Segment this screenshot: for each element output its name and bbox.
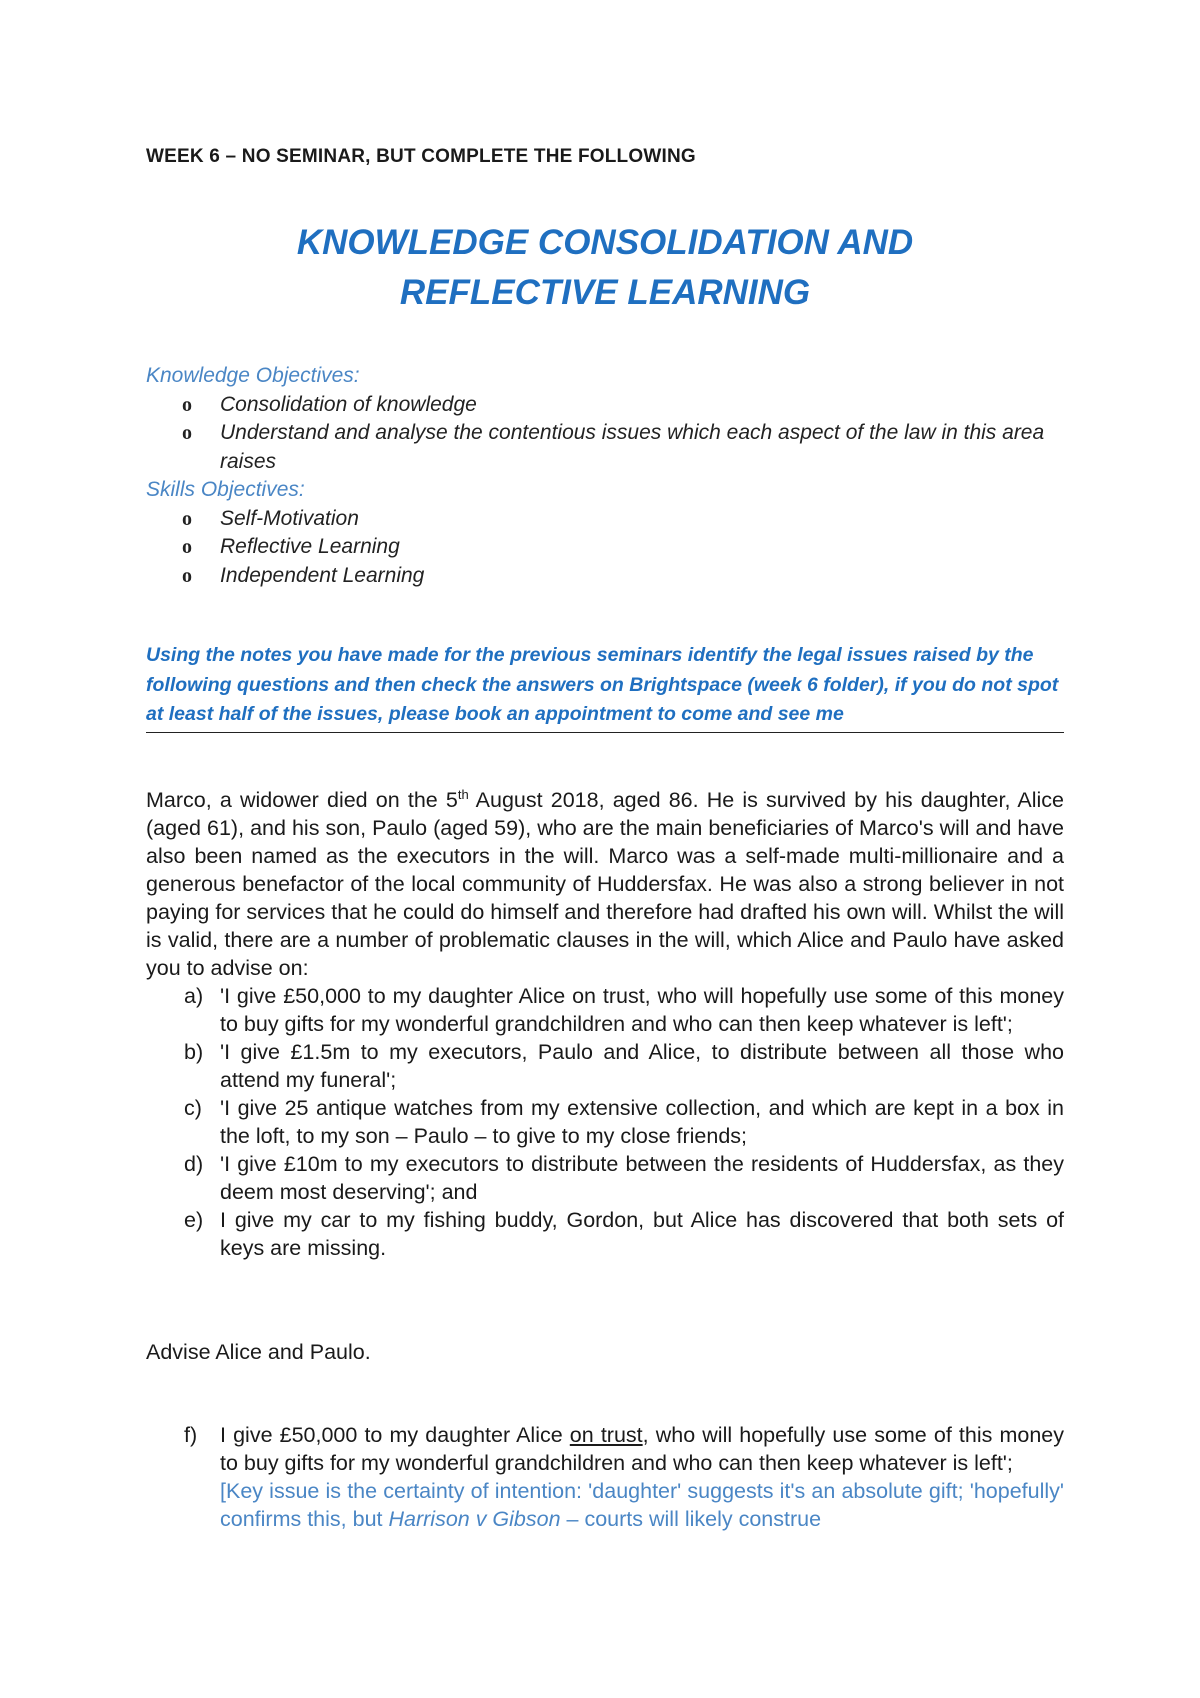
list-item: o Reflective Learning: [146, 533, 1064, 562]
instruction-text: Using the notes you have made for the previous seminars identify the legal issues raised by the following questions and then check the answers on Brightspace (week 6 folder), if you do not spot at least half of the issues, please book an appointment to come and see me: [146, 641, 1064, 733]
knowledge-objectives-heading: Knowledge Objectives:: [146, 364, 360, 387]
week-heading: WEEK 6 – NO SEMINAR, BUT COMPLETE THE FOLLOWING: [146, 146, 696, 167]
bullet-icon: o: [182, 564, 192, 587]
clause-item: b) 'I give £1.5m to my executors, Paulo and Alice, to distribute between all those who attend my funeral';: [184, 1040, 1064, 1093]
bullet-icon: o: [182, 507, 192, 530]
answer-item: f) I give £50,000 to my daughter Alice on trust, who will hopefully use some of this money to buy gifts for my wonderful grandchildren and who can then keep whatever is left'; [Key issue is the certainty of intention: 'daughter' suggests it's an absolute gift; 'hopefully' confirms this, but Harrison v Gibson – courts will likely construe: [184, 1423, 1065, 1531]
clause-item: a) 'I give £50,000 to my daughter Alice on trust, who will hopefully use some of this money to buy gifts for my wonderful grandchildren and who can then keep whatever is left';: [184, 984, 1064, 1037]
clause-item: e) I give my car to my fishing buddy, Gordon, but Alice has discovered that both sets of keys are missing.: [184, 1208, 1064, 1261]
advise-line: Advise Alice and Paulo.: [146, 1340, 371, 1364]
list-item: o Consolidation of knowledge: [146, 391, 1064, 420]
clause-item: d) 'I give £10m to my executors to distribute between the residents of Huddersfax, as they deem most deserving'; and: [184, 1152, 1064, 1205]
list-item: o Independent Learning: [146, 562, 1064, 591]
skills-objectives-list: [146, 505, 1064, 591]
list-item: o Self-Motivation: [146, 505, 1064, 534]
bullet-icon: o: [182, 536, 192, 558]
bullet-icon: o: [182, 393, 192, 416]
title-line-1: KNOWLEDGE CONSOLIDATION AND: [296, 223, 914, 262]
scenario-paragraph: Marco, a widower died on the 5th August 2018, aged 86. He is survived by his daughter, Alice (aged 61), and his son, Paulo (aged 59), who are the main beneficiaries of Marco's will and have also been named as the executors in the will. Marco was a self-made multi-millionaire and a generous benefactor of the local community of Huddersfax. He was also a strong believer in not paying for services that he could do himself and therefore had drafted his own will. Whilst the will is valid, there are a number of problematic clauses in the will, which Alice and Paulo have asked you to advise on:: [146, 787, 1064, 981]
title-line-2: REFLECTIVE LEARNING: [399, 273, 811, 312]
list-item: o Understand and analyse the contentious issues which each aspect of the law in this area raises: [182, 421, 1045, 473]
underlined-phrase: on trust: [569, 1423, 643, 1447]
page-title: [146, 218, 1064, 318]
clause-item: c) 'I give 25 antique watches from my extensive collection, and which are kept in a box in the loft, to my son – Paulo – to give to my close friends;: [184, 1096, 1064, 1149]
knowledge-objectives-list: [146, 391, 1064, 477]
bullet-icon: o: [182, 422, 192, 444]
objectives-section: [146, 362, 1064, 590]
key-issue-note: [Key issue is the certainty of intention: 'daughter' suggests it's an absolute gift; 'hopefully' confirms this, but Harrison v Gibson – courts will likely construe: [220, 1479, 1064, 1531]
scenario-section: [146, 781, 1064, 1262]
ordinal-suffix: th: [457, 787, 469, 802]
answer-section: [146, 1421, 1064, 1533]
skills-objectives-heading: Skills Objectives:: [146, 478, 305, 501]
case-name: Harrison v Gibson: [388, 1507, 561, 1531]
clause-list: [146, 982, 1064, 1262]
